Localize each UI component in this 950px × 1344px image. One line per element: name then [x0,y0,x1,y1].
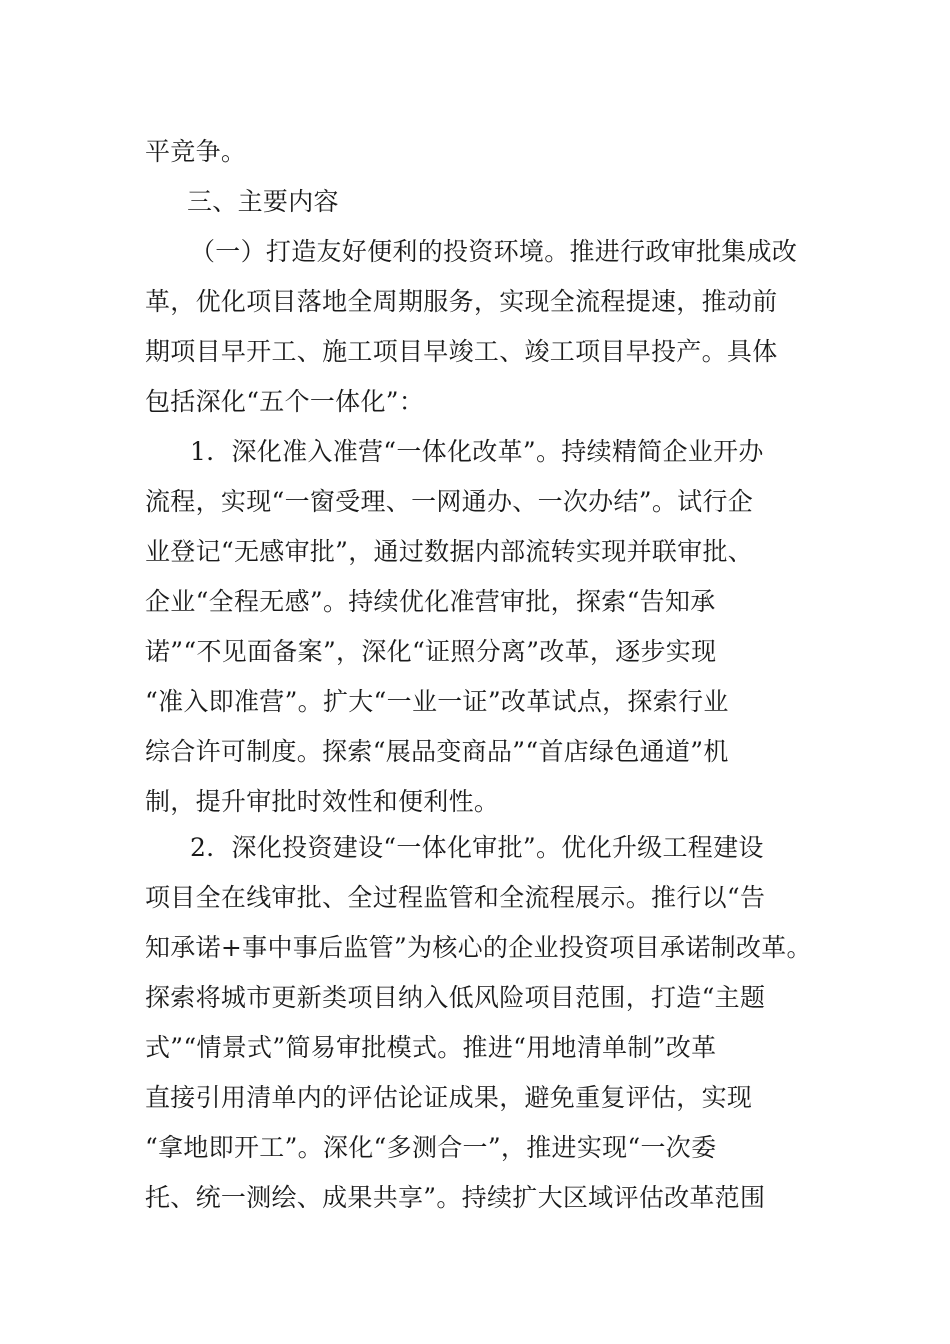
subsection-heading: （一）打造友好便利的投资环境。推进行政审批集成改 [190,237,798,266]
text-line: 直接引用清单内的评估论证成果，避免重复评估，实现 [145,1083,753,1112]
text-line: 革，优化项目落地全周期服务，实现全流程提速，推动前 [145,287,778,316]
text-line: 期项目早开工、施工项目早竣工、竣工项目早投产。具体 [145,337,778,366]
text-line: 托、统一测绘、成果共享”。持续扩大区域评估改革范围 [145,1183,766,1212]
text-line: 制，提升审批时效性和便利性。 [145,787,500,816]
list-item-heading: 1．深化准入准营“一体化改革”。持续精简企业开办 [190,437,764,466]
list-item-heading: 2．深化投资建设“一体化审批”。优化升级工程建设 [190,833,764,862]
text-line: 综合许可制度。探索“展品变商品”“首店绿色通道”机 [145,737,729,766]
text-line: “准入即准营”。扩大“一业一证”改革试点，探索行业 [145,687,729,716]
text-line: 企业“全程无感”。持续优化准营审批，探索“告知承 [145,587,716,616]
text-line: 式”“情景式”简易审批模式。推进“用地清单制”改革 [145,1033,717,1062]
text-line: 知承诺+事中事后监管”为核心的企业投资项目承诺制改革。 [145,933,812,962]
text-line: 诺”“不见面备案”，深化“证照分离”改革，逐步实现 [145,637,717,666]
text-line: 包括深化“五个一体化”： [145,387,425,416]
text-line: 平竞争。 [145,137,247,166]
text-line: 项目全在线审批、全过程监管和全流程展示。推行以“告 [145,883,766,912]
text-line: “拿地即开工”。深化“多测合一”，推进实现“一次委 [145,1133,717,1162]
section-heading: 三、主要内容 [187,187,339,216]
text-line: 业登记“无感审批”，通过数据内部流转实现并联审批、 [145,537,754,566]
text-line: 流程，实现“一窗受理、一网通办、一次办结”。试行企 [145,487,754,516]
text-line: 探索将城市更新类项目纳入低风险项目范围，打造“主题 [145,983,766,1012]
